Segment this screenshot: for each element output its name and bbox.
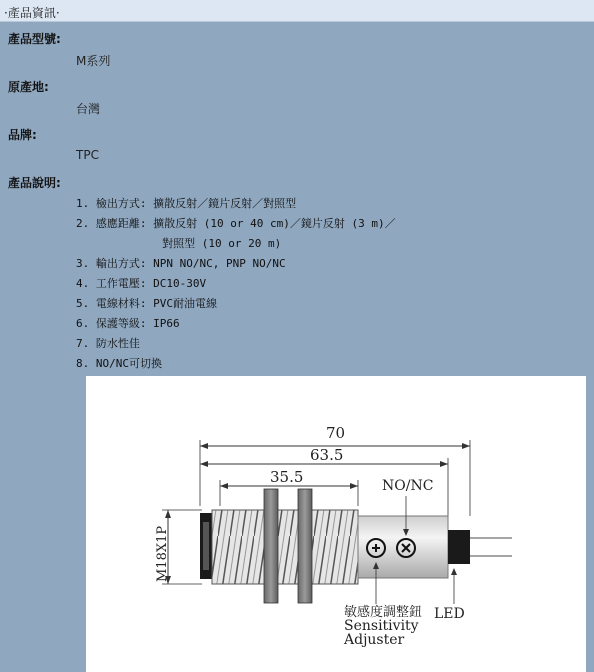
description-label: 產品說明: [8, 176, 61, 190]
origin-label: 原產地: [8, 80, 49, 94]
dimension-70 [200, 424, 470, 516]
spec-line-6: 6. 保護等級: IP66 [76, 317, 180, 330]
spec-line-4: 4. 工作電壓: DC10-30V [76, 277, 207, 290]
sensor-dimension-drawing [86, 376, 586, 672]
section-title-bar [0, 0, 594, 22]
dimension-35-5 [220, 468, 358, 506]
adjuster-label-en-2: Adjuster [344, 632, 405, 648]
model-label: 產品型號: [8, 32, 61, 46]
spec-line-1: 1. 檢出方式: 擴散反射／鏡片反射／對照型 [76, 197, 297, 210]
sensor-body [200, 489, 512, 603]
section-title: ·產品資訊· [4, 6, 60, 20]
spec-line-3: 3. 輸出方式: NPN NO/NC, PNP NO/NC [76, 257, 286, 270]
origin-value: 台灣 [76, 102, 101, 116]
spec-line-5: 5. 電線材料: PVC耐油電線 [76, 297, 217, 310]
brand-label: 品牌: [8, 128, 37, 142]
led-label: LED [434, 606, 465, 622]
dimension-m18 [155, 510, 202, 584]
dimension-63-5-label: 63.5 [310, 446, 344, 464]
dimension-35-5-label: 35.5 [270, 468, 304, 486]
spec-line-7: 7. 防水性佳 [76, 337, 140, 350]
model-value: M系列 [76, 54, 111, 68]
dimension-70-label: 70 [326, 424, 346, 442]
adjuster-label-en-1: Sensitivity [344, 618, 419, 634]
sensor-dimension-figure [86, 376, 586, 672]
adjuster-label-zh: 敏感度調整鈕 [344, 605, 423, 620]
nonc-label: NO/NC [382, 478, 434, 494]
brand-value: TPC [76, 148, 99, 162]
spec-line-2: 2. 感應距離: 擴散反射 (10 or 40 cm)／鏡片反射 (3 m)／ [76, 217, 396, 230]
spec-line-8: 8. NO/NC可切換 [76, 357, 162, 370]
spec-line-2-cont: 對照型 (10 or 20 m) [76, 237, 282, 250]
thread-spec-label: M18X1P [155, 525, 170, 582]
